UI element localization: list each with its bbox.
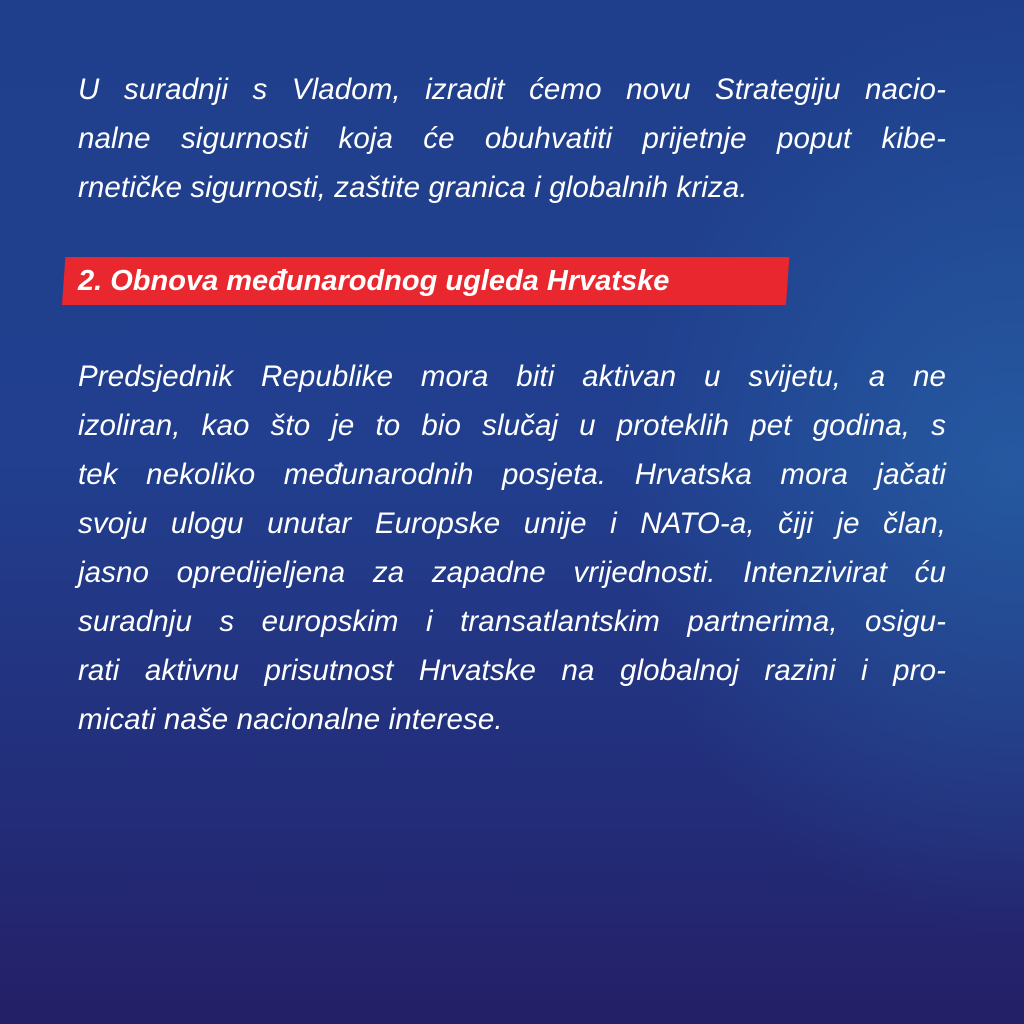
section-paragraph-line-1: Predsjednik Republike mora biti aktivan u svijetu, a ne (78, 360, 946, 393)
section-paragraph-line-3: tek nekoliko međunarodnih posjeta. Hrvatska mora jačati (78, 458, 946, 491)
section-paragraph-line-4: svoju ulogu unutar Europske unije i NATO-a, čiji je član, (78, 507, 946, 540)
intro-paragraph-line-2: nalne sigurnosti koja će obuhvatiti prijetnje poput kibe- (78, 122, 946, 155)
section-paragraph-line-5: jasno opredijeljena za zapadne vrijednosti. Intenzivirat ću (78, 556, 946, 589)
section-paragraph-line-7: rati aktivnu prisutnost Hrvatske na globalnoj razini i pro- (78, 654, 946, 687)
section-paragraph-line-2: izoliran, kao što je to bio slučaj u proteklih pet godina, s (78, 409, 946, 442)
intro-paragraph-line-1: U suradnji s Vladom, izradit ćemo novu Strategiju nacio- (78, 73, 946, 106)
section-paragraph-line-6: suradnju s europskim i transatlantskim partnerima, osigu- (78, 605, 946, 638)
intro-paragraph-line-3: rnetičke sigurnosti, zaštite granica i globalnih kriza. (78, 171, 748, 204)
section-paragraph-line-8: micati naše nacionalne interese. (78, 703, 503, 736)
section-heading: 2. Obnova međunarodnog ugleda Hrvatske (78, 265, 670, 297)
